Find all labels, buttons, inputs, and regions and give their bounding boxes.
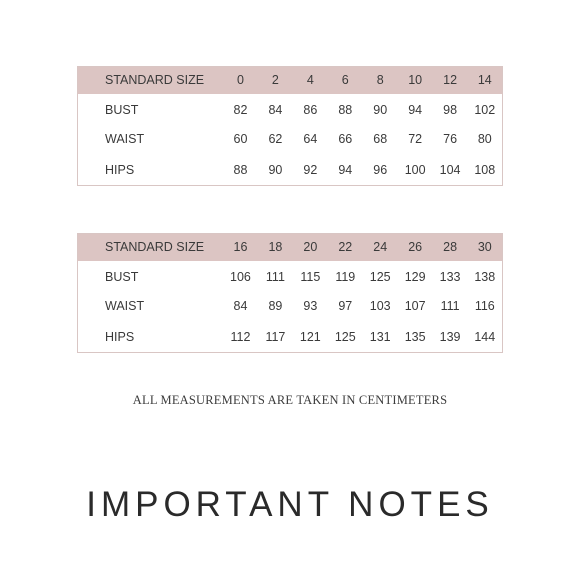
size-header-cell: 18 — [268, 240, 283, 255]
measurement-value: 82 — [233, 103, 248, 118]
size-header-cell: 10 — [408, 73, 423, 88]
measurement-row-hips — [78, 322, 503, 353]
measurement-label: WAIST — [105, 132, 145, 147]
measurement-value: 76 — [443, 132, 458, 147]
measurement-note: ALL MEASUREMENTS ARE TAKEN IN CENTIMETERS — [132, 393, 448, 407]
measurement-label: BUST — [105, 103, 139, 118]
measurement-value: 125 — [369, 270, 391, 285]
size-header-cell: 14 — [477, 73, 492, 88]
table-header-row — [78, 234, 503, 261]
size-header-cell: 30 — [477, 240, 492, 255]
measurement-value: 80 — [477, 132, 492, 147]
measurement-value: 88 — [338, 103, 353, 118]
measurement-value: 125 — [334, 329, 356, 344]
measurement-value: 88 — [233, 162, 248, 177]
measurement-value: 94 — [338, 162, 353, 177]
measurement-value: 102 — [474, 103, 496, 118]
size-header-cell: 20 — [303, 240, 318, 255]
size-header-cell: 6 — [341, 73, 349, 88]
measurement-value: 129 — [404, 270, 426, 285]
measurement-value: 60 — [233, 132, 248, 147]
measurement-value: 111 — [265, 270, 285, 285]
size-table-1 — [77, 66, 503, 186]
size-header-cell: 26 — [408, 240, 423, 255]
measurement-value: 139 — [439, 329, 461, 344]
measurement-value: 93 — [303, 299, 318, 314]
measurement-value: 121 — [299, 329, 321, 344]
size-header-cell: 8 — [376, 73, 384, 88]
table-header-row — [78, 67, 503, 94]
measurement-value: 144 — [474, 329, 496, 344]
measurement-value: 68 — [373, 132, 388, 147]
measurement-value: 107 — [404, 299, 426, 314]
measurement-value: 106 — [230, 270, 251, 285]
measurement-label: BUST — [105, 270, 139, 285]
important-notes-heading: IMPORTANT NOTES — [86, 485, 494, 524]
measurement-row-bust — [78, 94, 503, 125]
measurement-value: 98 — [443, 103, 458, 118]
measurement-value: 90 — [268, 162, 283, 177]
measurement-value: 133 — [439, 270, 461, 285]
measurement-label: WAIST — [105, 299, 145, 314]
measurement-value: 94 — [408, 103, 423, 118]
size-table-2 — [77, 233, 503, 353]
measurement-value: 131 — [369, 329, 391, 344]
measurement-value: 100 — [404, 162, 426, 177]
measurement-value: 103 — [369, 299, 391, 314]
measurement-value: 104 — [439, 162, 461, 177]
size-header-cell: 16 — [233, 240, 248, 255]
size-header-cell: 0 — [236, 73, 244, 88]
measurement-row-hips — [78, 155, 503, 186]
measurement-value: 64 — [303, 132, 318, 147]
standard-size-label: STANDARD SIZE — [105, 73, 205, 88]
measurement-value: 108 — [474, 162, 496, 177]
measurement-row-waist — [78, 291, 503, 322]
measurement-value: 116 — [474, 299, 495, 314]
measurement-value: 115 — [300, 270, 321, 285]
measurement-value: 86 — [303, 103, 318, 118]
size-header-cell: 2 — [271, 73, 279, 88]
measurement-value: 66 — [338, 132, 353, 147]
size-header-cell: 28 — [443, 240, 458, 255]
measurement-label: HIPS — [105, 162, 135, 177]
size-header-cell: 12 — [443, 73, 458, 88]
size-header-cell: 24 — [373, 240, 388, 255]
measurement-value: 90 — [373, 103, 388, 118]
measurement-row-waist — [78, 124, 503, 155]
measurement-value: 138 — [474, 270, 496, 285]
measurement-value: 92 — [303, 162, 318, 177]
measurement-value: 97 — [338, 299, 353, 314]
measurement-value: 112 — [230, 329, 251, 344]
measurement-value: 111 — [440, 299, 460, 314]
measurement-value: 89 — [268, 299, 283, 314]
measurement-value: 84 — [268, 103, 283, 118]
measurement-label: HIPS — [105, 329, 135, 344]
size-header-cell: 22 — [338, 240, 353, 255]
measurement-value: 62 — [268, 132, 283, 147]
measurement-value: 96 — [373, 162, 388, 177]
measurement-value: 135 — [404, 329, 426, 344]
measurement-value: 72 — [408, 132, 423, 147]
measurement-row-bust — [78, 261, 503, 292]
standard-size-label: STANDARD SIZE — [105, 240, 205, 255]
measurement-value: 119 — [335, 270, 356, 285]
size-header-cell: 4 — [306, 73, 314, 88]
measurement-value: 84 — [233, 299, 248, 314]
measurement-value: 117 — [265, 329, 286, 344]
